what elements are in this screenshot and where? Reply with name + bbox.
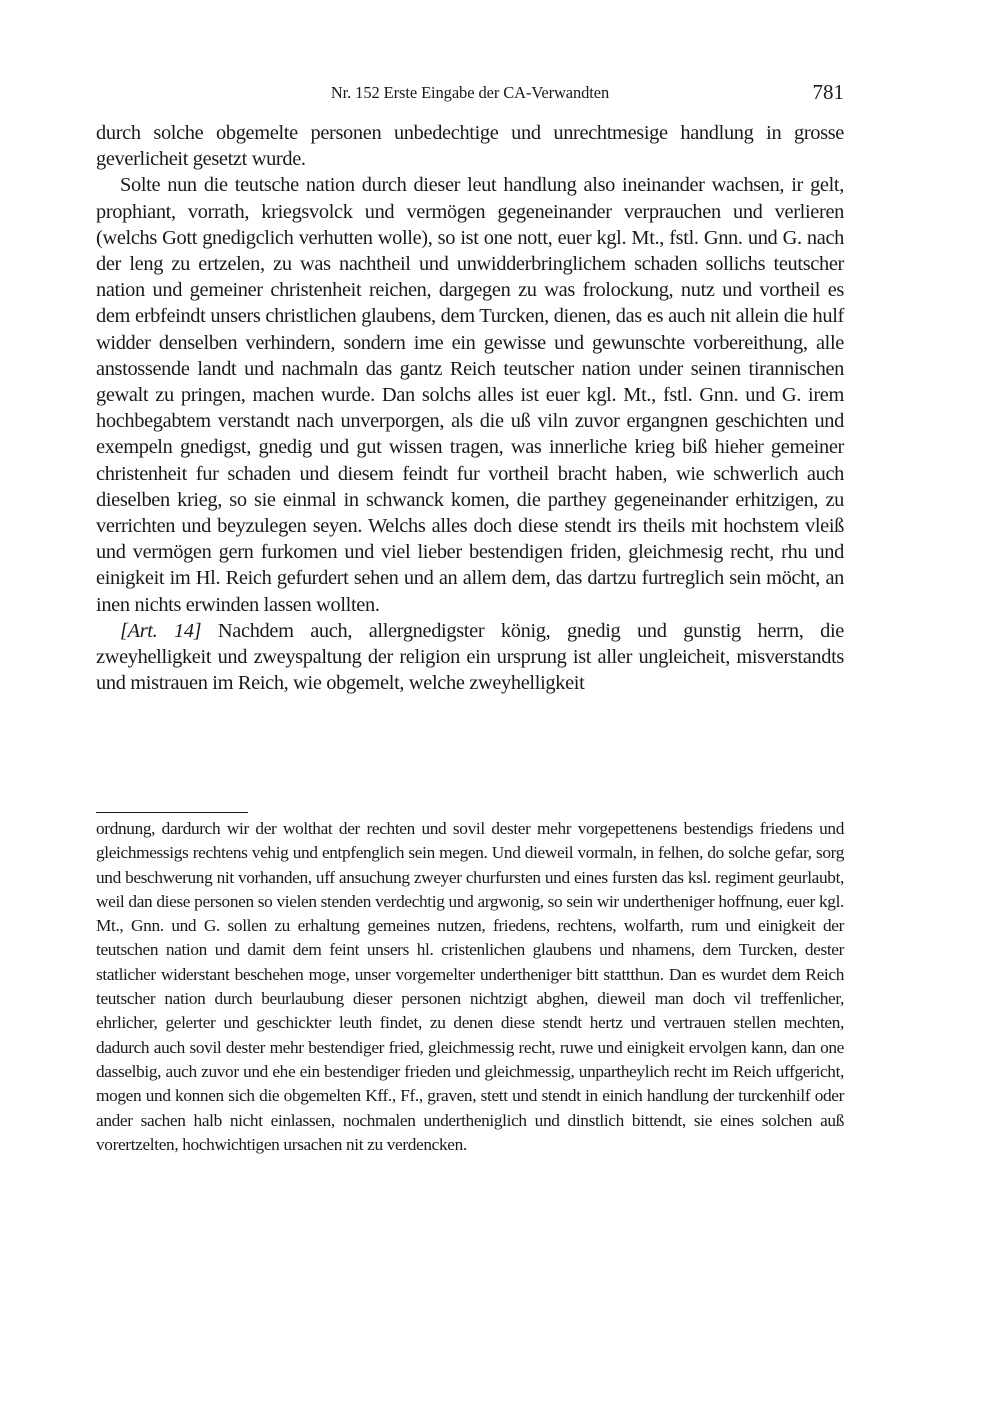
paragraph-article-14 [96, 618, 844, 697]
footnote-separator [96, 812, 248, 813]
footnote-area [96, 817, 844, 1157]
paragraph-article-14-text: Nachdem auch, allergnedigster könig, gnedig und gunstig herrn, die zweyhelligkeit und zweyspaltung der religion ein ursprung ist aller ungleicheit, misverstandts und mistrauen im Reich, wie obgemelt, welche zweyhelligkeit [96, 619, 844, 695]
article-reference: [Art. 14] [120, 619, 202, 642]
paragraph-solte: Solte nun die teutsche nation durch dieser leut handlung also ineinander wachsen, ir gelt, prophiant, vorrath, kriegsvolck und vermögen gegeneinander verprauchen und verlieren (welchs Gott gnedigclich verhutten wolle), so ist one nott, euer kgl. Mt., fstl. Gnn. und G. nach der leng zu ertzelen, zu was nachtheil und unwidderbringlichem schaden sollichs teutscher nation und gemeiner christenheit reichen, dargegen zu was frolockung, nutz und vortheil es dem erbfeindt unsers christlichen glaubens, dem Turcken, dienen, das es auch nit allein die hulf widder denselben verhindern, sondern ime ein gewisse und gewunschte vorbereithung, alle anstossende landt und nachmaln das gantz Reich teutscher nation under seinen tirannischen gewalt zu pringen, machen wurde. Dan solchs alles ist euer kgl. Mt., fstl. Gnn. und G. irem hochbegabtem verstandt nach unverporgen, als die uß viln zuvor ergangnen geschichten und exempeln gnedigst, gnedig und gut wissen tragen, was innerliche krieg biß hieher gemeiner christenheit fur schaden und diesem feindt fur vortheil bracht haben, wie schwerlich auch dieselben krieg, so sie einmal in schwanck komen, die parthey gegeneinander erhitzigen, zu verrichten und beyzulegen seyen. Welchs alles doch diese stendt irs theils mit hochstem vleiß und vermögen gern furkomen und viel lieber bestendigen friden, gleichmesig recht, rhu und einigkeit im Hl. Reich gefurdert sehen und an allem dem, das dartzu furtreglich sein möcht, an inen nichts erwinden lassen wollten. [96, 174, 844, 616]
footnote-text: ordnung, dardurch wir der wolthat der rechten und sovil dester mehr vorgepettenens bestendigs friedens und gleichmessigs rechtens vehig und entpfenglich sein megen. Und dieweil vormaln, in felhen, do solche gefar, sorg und beschwerung nit vorhanden, uff ansuchung zweyer churfursten und eines fursten das ksl. regiment geurlaubt, weil dan diese personen so vielen stenden verdechtig und argwonig, so sein wir undertheniger hoffnung, euer kgl. Mt., Gnn. und G. sollen zu erhaltung gemeines nutzen, friedens, rechtens, wolfarth, rum und einigkeit der teutschen nation und damit dem feint unsers hl. cristenlichen glaubens und nhamens, dem Turcken, dester statlicher widerstant beschehen moge, unser vorgemelter undertheniger bitt stattthun. Dan es wurdet dem Reich teutscher nation durch beurlaubung dieser personen nichtzigt abghen, dieweil man doch vil treffenlicher, ehrlicher, gelerter und geschickter leuth findet, zu denen diese stendt hertz und vertrauen stellen mechten, dadurch auch sovil dester mehr bestendiger fried, gleichmessig recht, ruwe und einigkeit ervolgen kann, dan one dasselbig, auch zuvor und ehe ein bestendiger frieden und gleichmessig, unpartheylich recht im Reich uffgericht, mogen und konnen sich die obgemelten Kff., Ff., graven, stett und stendt in einich handlung der turckenhilf oder ander sachen halb nicht einlassen, nochmalen undertheniglich und dinstlich bittendt, sie eines solchen auß vorertzelten, hochwichtigen ursachen nit zu verdencken. [96, 819, 844, 1154]
paragraph-continuation: durch solche obgemelte personen unbedechtige und unrechtmesige handlung in grosse geverlicheit gesetzt wurde. [96, 122, 844, 171]
page-number: 781 [812, 80, 844, 104]
running-header [96, 80, 844, 106]
main-text [96, 120, 844, 696]
running-title: Nr. 152 Erste Eingabe der CA-Verwandten [330, 83, 610, 102]
